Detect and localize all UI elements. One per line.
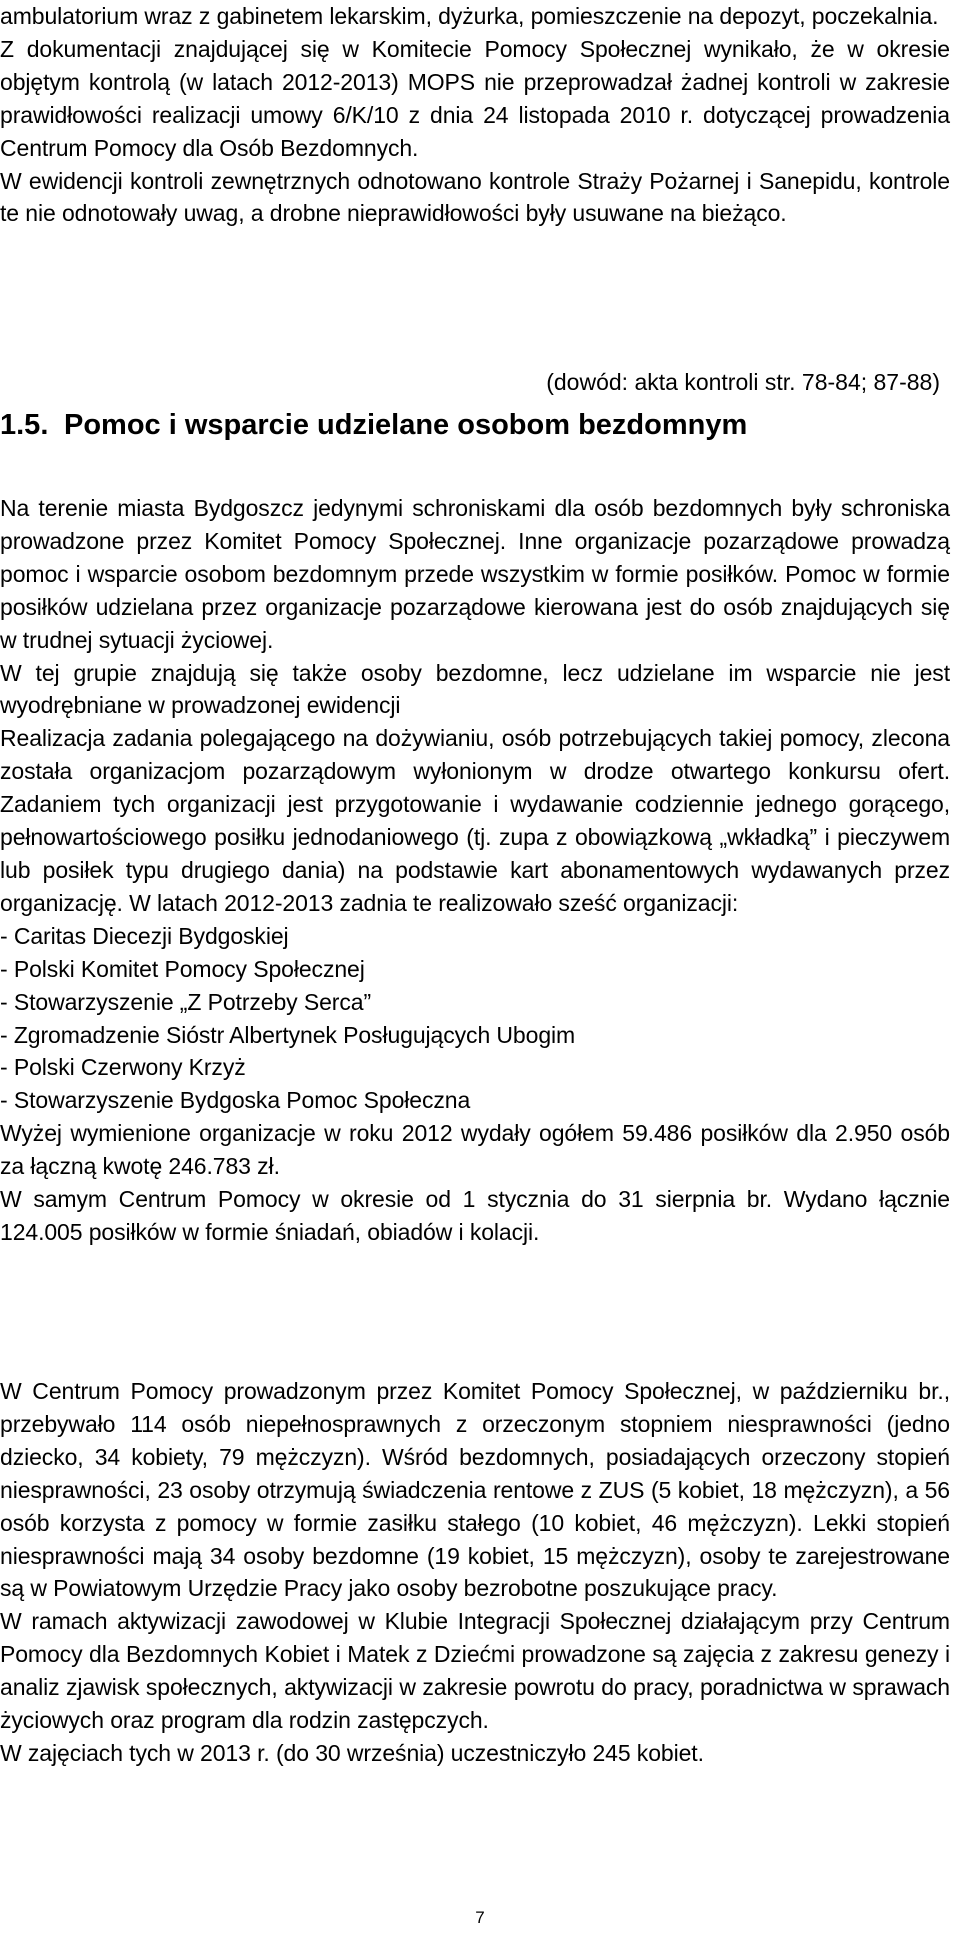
paragraph-posilki-2012: Wyżej wymienione organizacje w roku 2012 wydały ogółem 59.486 posiłków dla 2.950 osób za łączną kwotę 246.783 zł.: [0, 1120, 950, 1180]
organization-list-item: - Stowarzyszenie „Z Potrzeby Serca”: [0, 988, 372, 1015]
paragraph-posilki-centrum: W samym Centrum Pomocy w okresie od 1 stycznia do 31 sierpnia br. Wydano łącznie 124.005 posiłków w formie śniadań, obiadów i kolacji.: [0, 1186, 950, 1245]
section-heading: [0, 405, 950, 445]
paragraph-schroniska: Na terenie miasta Bydgoszcz jedynymi schroniskami dla osób bezdomnych były schroniska prowadzone przez Komitet Pomocy Społecznej. Inne organizacje pozarządowe prowadzą pomoc i wsparcie osobom bezdomnym przede wszystkim w formie posiłków. Pomoc w formie posiłków udzielana przez organizacje pozarządowe kierowana jest do osób znajdujących się w trudnej sytuacji życiowej.: [0, 495, 950, 653]
paragraph-niepelnosprawni: W Centrum Pomocy prowadzonym przez Komitet Pomocy Społecznej, w październiku br., przebywało 114 osób niepełnosprawnych z orzeczonym stopniem niesprawności (jedno dziecko, 34 kobiety, 79 mężczyzn). Wśród bezdomnych, posiadających orzeczony stopień niesprawności, 23 osoby otrzymują świadczenia rentowe z ZUS (5 kobiet, 18 mężczyzn), a 56 osób korzysta z pomocy w formie zasiłku stałego (10 kobiet, 46 mężczyzn). Lekki stopień niesprawności mają 34 osoby bezdomne (19 kobiet, 15 mężczyzn), osoby te zarejestrowane są w Powiatowym Urzędzie Pracy jako osoby bezrobotne poszukujące pracy.: [0, 1378, 950, 1602]
paragraph-dozywianie: Realizacja zadania polegającego na dożywianiu, osób potrzebujących takiej pomocy, zlecona została organizacjom pozarządowym wyłonionym w drodze otwartego konkursu ofert. Zadaniem tych organizacji jest przygotowanie i wydawanie codziennie jednego gorącego, pełnowartościowego posiłku jednodaniowego (tj. zupa z obowiązkową „wkładką” i pieczywem lub posiłek typu drugiego dania) na podstawie kart abonamentowych wydawanych przez organizację. W latach 2012-2013 zadnia te realizowało sześć organizacji:: [0, 725, 950, 916]
organization-list-item: - Caritas Diecezji Bydgoskiej: [0, 922, 289, 949]
paragraph-aktywizacja: W ramach aktywizacji zawodowej w Klubie Integracji Społecznej działającym przy Centrum Pomocy dla Bezdomnych Kobiet i Matek z Dziećmi prowadzone są zajęcia z zakresu genezy i analiz zjawisk społecznych, aktywizacji w zakresie powrotu do pracy, poradnictwa w sprawach życiowych oraz program dla rodzin zastępczych.: [0, 1608, 950, 1734]
page-number: 7: [475, 1908, 485, 1927]
organization-list-item: - Zgromadzenie Sióstr Albertynek Posługujących Ubogim: [0, 1021, 576, 1048]
main-text-block: [0, 492, 950, 1249]
paragraph-uczestniczki: W zajęciach tych w 2013 r. (do 30 września) uczestniczyło 245 kobiet.: [0, 1739, 704, 1766]
paragraph-ewidencja-kontroli: W ewidencji kontroli zewnętrznych odnotowano kontrole Straży Pożarnej i Sanepidu, kontrole te nie odnotowały uwag, a drobne nieprawidłowości były usuwane na bieżąco.: [0, 167, 950, 227]
paragraph-ewidencja-wsparcia: W tej grupie znajdują się także osoby bezdomne, lecz udzielane im wsparcie nie jest wyodrębniane w prowadzonej ewidencji: [0, 659, 950, 719]
organization-list-item: - Polski Czerwony Krzyż: [0, 1054, 246, 1081]
evidence-reference: (dowód: akta kontroli str. 78-84; 87-88): [546, 369, 940, 395]
centre-text-block: [0, 1375, 950, 1770]
top-text-block: [0, 0, 950, 230]
organization-list-item: - Polski Komitet Pomocy Społecznej: [0, 955, 365, 982]
paragraph-depozyt: ambulatorium wraz z gabinetem lekarskim, dyżurka, pomieszczenie na depozyt, poczekalnia.: [0, 3, 939, 29]
section-title: Pomoc i wsparcie udzielane osobom bezdomnym: [64, 409, 748, 441]
organization-list-item: - Stowarzyszenie Bydgoska Pomoc Społeczna: [0, 1087, 471, 1114]
section-number: 1.5.: [0, 409, 49, 441]
paragraph-kontrola-mops: Z dokumentacji znajdującej się w Komitecie Pomocy Społecznej wynikało, że w okresie objętym kontrolą (w latach 2012-2013) MOPS nie przeprowadzał żadnej kontroli w zakresie prawidłowości realizacji umowy 6/K/10 z dnia 24 listopada 2010 r. dotyczącej prowadzenia Centrum Pomocy dla Osób Bezdomnych.: [0, 35, 950, 161]
